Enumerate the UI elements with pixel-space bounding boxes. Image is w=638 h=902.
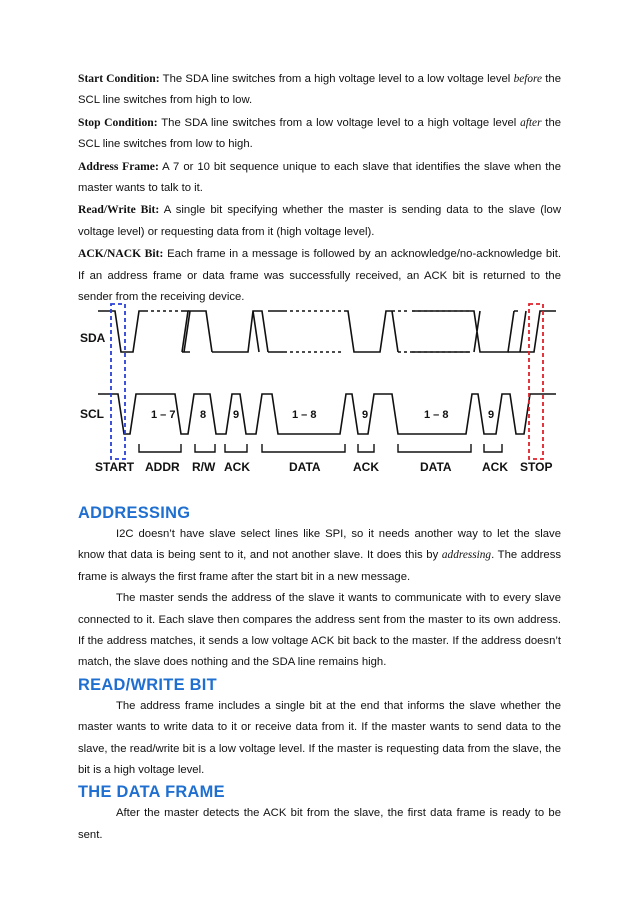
paragraph-text-end: . The address frame is always the first frame after the start bit in a new message. [78,549,561,583]
frame-label-ack: ACK [224,460,250,474]
bit-label: 9 [362,409,369,421]
definition-start [78,68,561,112]
definition-text-end: the SCL line switches from low to high. [78,116,562,151]
stop-condition-box [529,304,543,459]
scl-label: SCL [80,407,104,421]
sections-block [78,503,561,846]
definition-text: Each frame in a message is followed by an acknowledge/no-acknowledge bit. If an address frame or data frame was successfully received, an ACK bit is returned to the sender from the receiving device. [78,248,561,304]
definition-term: Address Frame: [78,159,159,173]
definition-emphasis: before [513,73,543,85]
definitions-block [78,68,561,308]
frame-label-addr: ADDR [145,460,180,474]
bit-label: 1 – 8 [292,409,317,421]
definition-text: The SDA line switches from a high voltage level to a low voltage level [159,73,514,85]
addressing-paragraph-2: The master sends the address of the slave it wants to communicate with to every slave connected to it. Each slave then compares the address sent from the master to its own address. If the address matches, it sends a low voltage ACK bit back to the master. If the address doesn’t match, the slave does nothing and the SDA line remains high. [78,592,561,669]
definition-text: A 7 or 10 bit sequence unique to each slave that identifies the slave when the master wants to talk to it. [78,160,561,195]
i2c-timing-diagram [0,290,638,480]
definition-term: ACK/NACK Bit: [78,247,164,261]
frame-label-data: DATA [289,460,321,474]
section-heading-data-frame: THE DATA FRAME [78,783,225,802]
definition-text: The SDA line switches from a low voltage level to a high voltage level [157,116,521,129]
paragraph-emphasis: addressing [441,549,492,562]
sda-stop [508,311,556,352]
sda-data-2 [392,311,470,352]
sda-dotted-4 [412,311,470,352]
frame-label-start: START [95,460,135,474]
bit-label: 9 [488,409,495,421]
sda-dotted-5 [412,311,470,352]
bit-label: 1 – 7 [151,409,176,421]
frame-label-stop: STOP [520,460,553,474]
frame-brackets [139,444,502,452]
definition-stop [78,112,561,156]
bit-label: 9 [233,409,240,421]
frame-label-ack: ACK [353,460,379,474]
section-heading-read-write: READ/WRITE BIT [78,675,217,694]
definition-text-end: the SCL line switches from high to low. [78,73,562,107]
bit-label: 8 [200,409,207,421]
definition-rw-bit [78,199,561,243]
data-frame-paragraph: After the master detects the ACK bit from the slave, the first data frame is ready to be sent. [78,807,561,841]
sda-data-1-end [344,311,392,352]
definition-term: Read/Write Bit: [78,203,160,217]
definition-text: A single bit specifying whether the master is sending data to the slave (low voltage level) or requesting data from it (high voltage level). [78,204,561,238]
sda-ack-cross [520,311,526,352]
frame-label-data: DATA [420,460,452,474]
sda-label: SDA [80,331,106,345]
paragraph-text: I2C doesn’t have slave select lines like SPI, so it needs another way to let the slave know that data is being sent to it, and not another slave. It does this by [78,528,561,562]
frame-label-rw: R/W [192,460,216,474]
read-write-paragraph: The address frame includes a single bit at the end that informs the slave whether the master wants to write data to it or receive data from it. If the master wants to send data to the slave, the read/write bit is a low voltage level. If the master is requesting data from the slave, the bit is a high voltage level. [78,699,561,777]
definition-term: Stop Condition: [78,115,158,129]
sda-rw-ack [212,311,268,352]
sda-data-1 [268,311,284,352]
section-heading-addressing: ADDRESSING [78,504,191,522]
addressing-paragraph-1 [78,524,561,588]
sda-dotted-2 [284,311,344,352]
frame-label-ack: ACK [482,460,508,474]
definition-emphasis: after [520,116,542,129]
bit-label: 1 – 8 [424,409,449,421]
definition-term: Start Condition: [78,72,160,85]
definition-address-frame [78,156,561,200]
sda-data-2-end [470,311,514,352]
